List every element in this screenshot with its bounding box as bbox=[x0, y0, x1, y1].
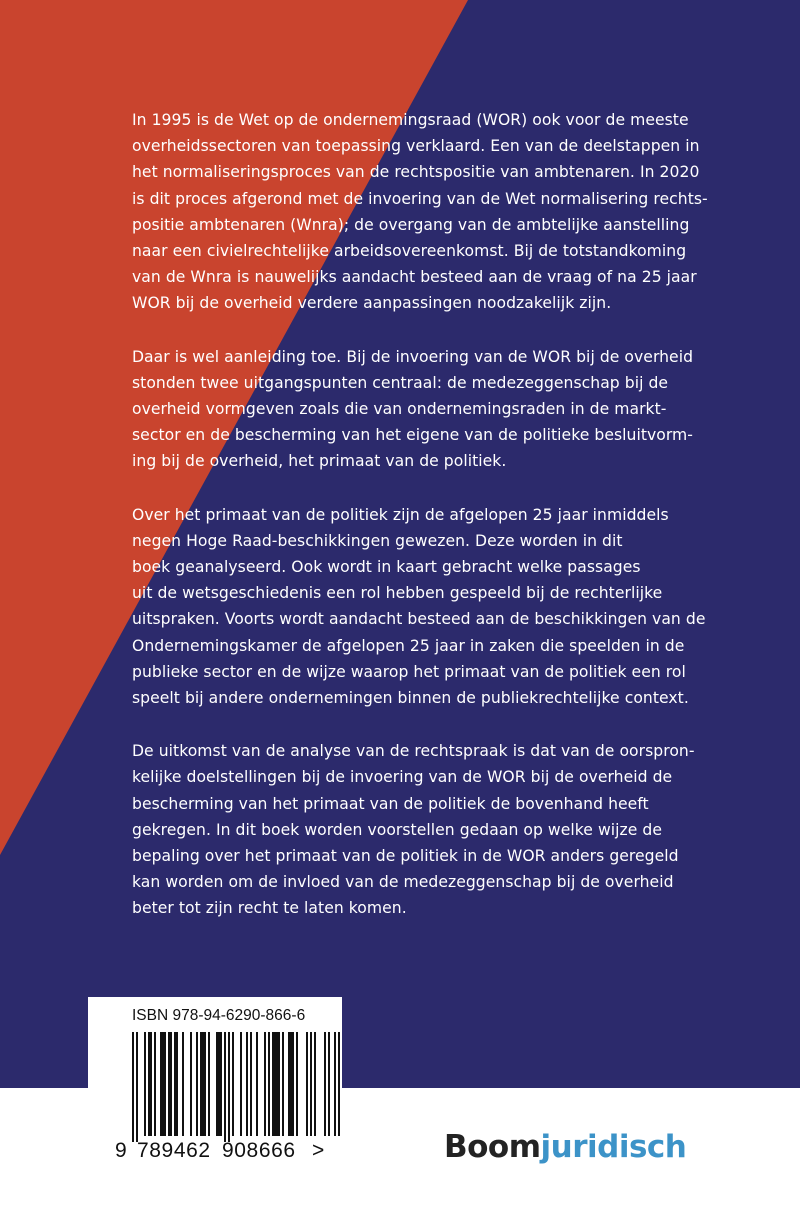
blurb-line: positie ambtenaren (Wnra); de overgang van de ambtelijke aanstelling bbox=[132, 215, 690, 234]
barcode-bar bbox=[256, 1032, 258, 1136]
barcode-bar bbox=[218, 1032, 220, 1136]
barcode-bar bbox=[150, 1032, 152, 1136]
barcode-bar bbox=[306, 1032, 308, 1136]
barcode-bar bbox=[220, 1032, 222, 1136]
barcode-bar bbox=[264, 1032, 266, 1136]
publisher-logo-word-2: juridisch bbox=[540, 1129, 687, 1165]
blurb-line: ing bij de overheid, het primaat van de politiek. bbox=[132, 452, 507, 471]
barcode-bar bbox=[190, 1032, 192, 1136]
blurb-line: In 1995 is de Wet op de ondernemingsraad (WOR) ook voor de meeste bbox=[132, 111, 689, 129]
barcode-bar bbox=[250, 1032, 252, 1136]
blurb-line: bescherming van het primaat van de politiek de bovenhand heeft bbox=[132, 794, 649, 813]
barcode-bar bbox=[246, 1032, 248, 1136]
blurb-line: is dit proces afgerond met de invoering van de Wet normalisering rechts- bbox=[132, 189, 708, 208]
barcode-bar bbox=[288, 1032, 290, 1136]
barcode-bar bbox=[216, 1032, 218, 1136]
publisher-logo bbox=[444, 1129, 686, 1165]
blurb-line: uit de wetsgeschiedenis een rol hebben gespeeld bij de rechterlijke bbox=[132, 584, 663, 603]
blurb-line: naar een civielrechtelijke arbeidsovereenkomst. Bij de totstandkoming bbox=[132, 242, 687, 261]
blurb-line: stonden twee uitgangspunten centraal: de medezeggenschap bij de bbox=[132, 373, 669, 392]
blurb-line: kan worden om de invloed van de medezeggenschap bij de overheid bbox=[132, 873, 674, 892]
barcode-bar bbox=[224, 1032, 226, 1142]
barcode-bar bbox=[228, 1032, 230, 1142]
blurb-line: het normaliseringsproces van de rechtspositie van ambtenaren. In 2020 bbox=[132, 163, 700, 182]
blurb-line: Ondernemingskamer de afgelopen 25 jaar in zaken die speelden in de bbox=[132, 636, 685, 655]
blurb-line: publieke sector en de wijze waarop het primaat van de politiek een rol bbox=[132, 662, 686, 681]
blurb-line: negen Hoge Raad-beschikkingen gewezen. Deze worden in dit bbox=[132, 531, 623, 550]
barcode-icon bbox=[88, 1032, 342, 1142]
barcode-panel bbox=[88, 997, 342, 1177]
blurb-line: gekregen. In dit boek worden voorstellen gedaan op welke wijze de bbox=[132, 820, 662, 839]
barcode-bar bbox=[208, 1032, 210, 1136]
blurb-paragraph-1 bbox=[132, 107, 708, 317]
barcode-bar bbox=[278, 1032, 280, 1136]
barcode-bar bbox=[200, 1032, 202, 1136]
barcode-bar bbox=[148, 1032, 150, 1136]
blurb-line: Over het primaat van de politiek zijn de afgelopen 25 jaar inmiddels bbox=[132, 505, 669, 524]
barcode-bar bbox=[136, 1032, 138, 1142]
barcode-bar bbox=[274, 1032, 276, 1136]
barcode-bar bbox=[160, 1032, 162, 1136]
blurb-line: bepaling over het primaat van de politiek in de WOR anders geregeld bbox=[132, 847, 679, 866]
barcode-bar bbox=[338, 1032, 340, 1136]
barcode-bar bbox=[132, 1032, 134, 1142]
blurb-line: De uitkomst van de analyse van de rechtspraak is dat van de oorspron- bbox=[132, 742, 695, 761]
barcode-bar bbox=[154, 1032, 156, 1136]
publisher-logo-word-1: Boom bbox=[444, 1129, 541, 1165]
barcode-bar bbox=[162, 1032, 164, 1136]
blurb-line: overheidssectoren van toepassing verklaard. Een van de deelstappen in bbox=[132, 137, 700, 156]
blurb-line: sector en de bescherming van het eigene van de politieke besluitvorm- bbox=[132, 426, 693, 445]
barcode-bar bbox=[296, 1032, 298, 1136]
barcode-bar bbox=[202, 1032, 204, 1136]
barcode-digits-left: 789462 bbox=[137, 1139, 211, 1162]
barcode-quiet-zone-arrow: > bbox=[312, 1139, 325, 1162]
barcode-bar bbox=[290, 1032, 292, 1136]
blurb-text bbox=[132, 107, 708, 949]
barcode-digit-first: 9 bbox=[115, 1139, 128, 1162]
barcode-bar bbox=[276, 1032, 278, 1136]
barcode-bar bbox=[174, 1032, 176, 1136]
barcode-bar bbox=[176, 1032, 178, 1136]
blurb-line: beter tot zijn recht te laten komen. bbox=[132, 899, 407, 918]
barcode-bar bbox=[168, 1032, 170, 1136]
blurb-line: van de Wnra is nauwelijks aandacht besteed aan de vraag of na 25 jaar bbox=[132, 268, 697, 287]
barcode-bar bbox=[324, 1032, 326, 1136]
blurb-line: kelijke doelstellingen bij de invoering van de WOR bij de overheid de bbox=[132, 768, 673, 787]
barcode-bar bbox=[182, 1032, 184, 1136]
blurb-line: overheid vormgeven zoals die van ondernemingsraden in de markt- bbox=[132, 400, 667, 419]
barcode-bar bbox=[282, 1032, 284, 1136]
barcode-bar bbox=[292, 1032, 294, 1136]
barcode-bar bbox=[328, 1032, 330, 1136]
barcode-bar bbox=[170, 1032, 172, 1136]
blurb-line: WOR bij de overheid verdere aanpassingen noodzakelijk zijn. bbox=[132, 294, 612, 313]
blurb-line: uitspraken. Voorts wordt aandacht besteed aan de beschikkingen van de bbox=[132, 610, 706, 629]
barcode-bar bbox=[314, 1032, 316, 1136]
barcode-bar bbox=[268, 1032, 270, 1136]
barcode-bar bbox=[240, 1032, 242, 1136]
barcode-bar bbox=[310, 1032, 312, 1136]
barcode-bar bbox=[196, 1032, 198, 1136]
barcode-bar bbox=[232, 1032, 234, 1136]
barcode-bar bbox=[272, 1032, 274, 1136]
barcode-bar bbox=[204, 1032, 206, 1136]
blurb-paragraph-2 bbox=[132, 344, 694, 475]
isbn-label: ISBN 978-94-6290-866-6 bbox=[132, 1007, 306, 1024]
blurb-paragraph-4 bbox=[132, 738, 695, 921]
blurb-line: Daar is wel aanleiding toe. Bij de invoering van de WOR bij de overheid bbox=[132, 347, 694, 366]
barcode-bar bbox=[164, 1032, 166, 1136]
blurb-paragraph-3 bbox=[132, 502, 706, 712]
barcode-bar bbox=[144, 1032, 146, 1136]
blurb-line: boek geanalyseerd. Ook wordt in kaart gebracht welke passages bbox=[132, 558, 641, 577]
blurb-line: speelt bij andere ondernemingen binnen de publiekrechtelijke context. bbox=[132, 689, 689, 708]
barcode-bar bbox=[334, 1032, 336, 1136]
barcode-digits-right: 908666 bbox=[222, 1139, 296, 1162]
